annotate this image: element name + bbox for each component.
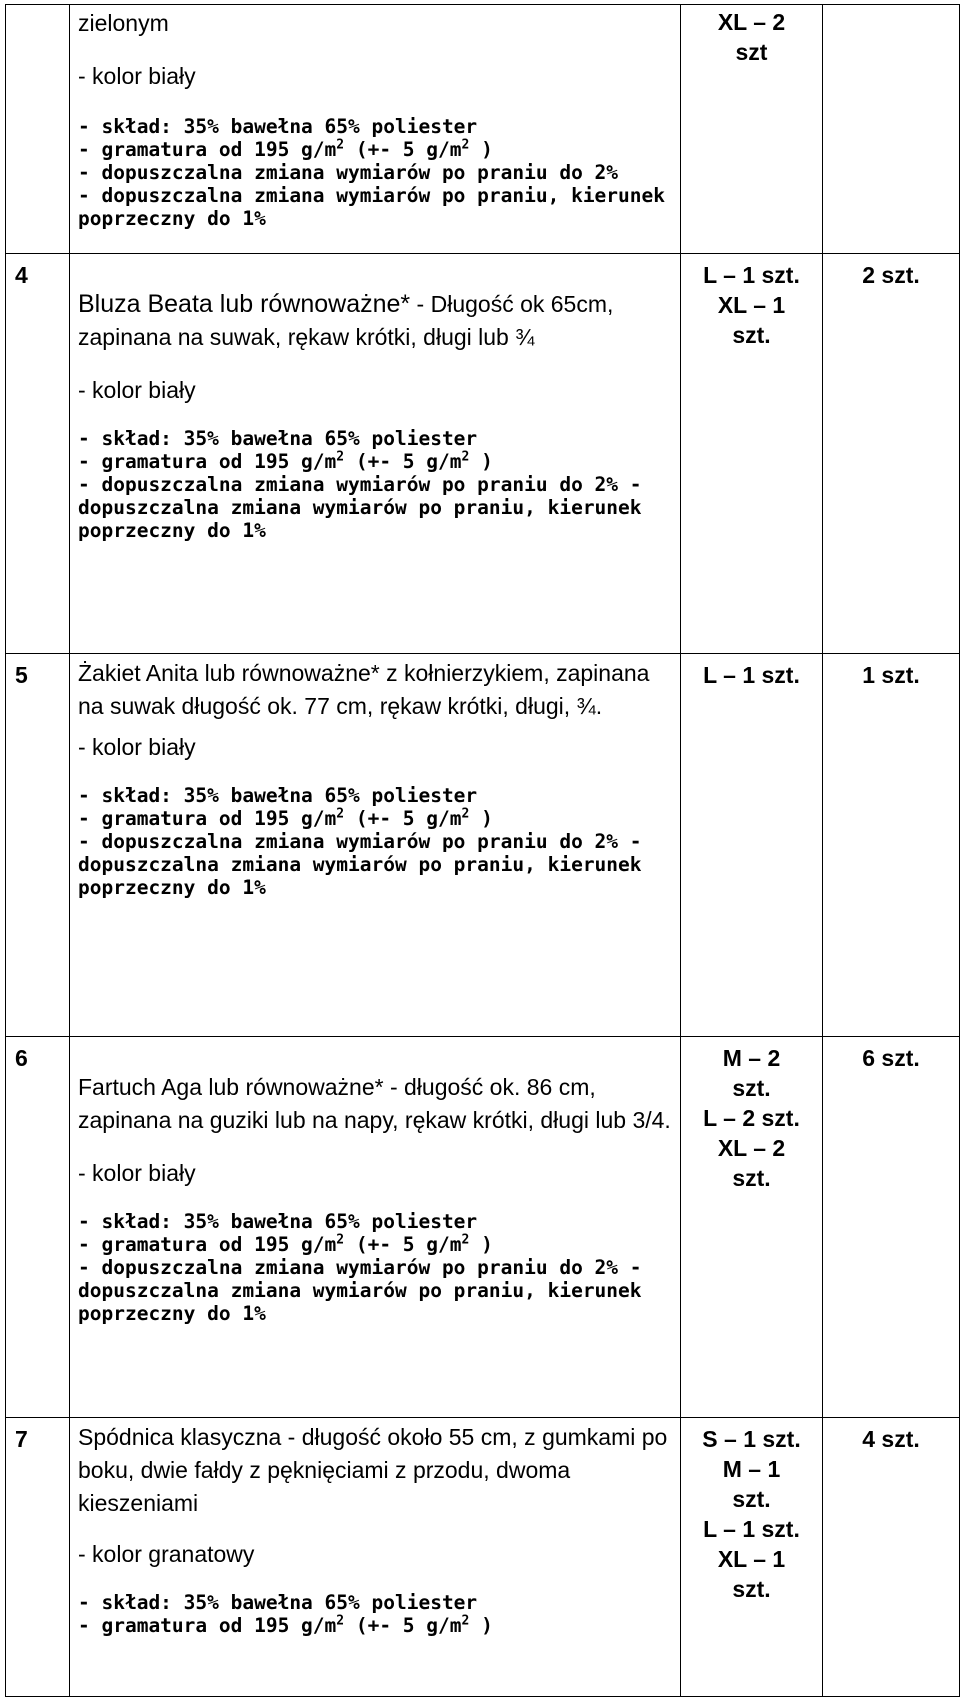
- total-quantity: 1 szt.: [823, 654, 960, 1037]
- item-title: Bluza Beata lub równoważne* - Długość ok 65cm, zapinana na suwak, rękaw krótki, długi lub ¾: [78, 290, 614, 350]
- size-line: XL – 2: [717, 9, 786, 35]
- color-line: - kolor biały: [78, 63, 196, 89]
- size-line: szt.: [732, 1165, 771, 1191]
- color-line: - kolor biały: [78, 734, 196, 760]
- size-line: szt: [735, 39, 768, 65]
- row-number: 7: [6, 1418, 70, 1697]
- specification-table: [5, 4, 960, 1697]
- table-row: [6, 5, 960, 254]
- total-quantity: 2 szt.: [823, 254, 960, 654]
- item-description: [70, 1037, 681, 1418]
- shrink-line: - dopuszczalna zmiana wymiarów po praniu do 2% - dopuszczalna zmiana wymiarów po praniu, kierunek poprzeczny do 1%: [78, 473, 654, 542]
- composition-line: - skład: 35% bawełna 65% poliester: [78, 784, 478, 807]
- item-title: Spódnica klasyczna - długość około 55 cm, z gumkami po boku, dwie fałdy z pęknięciami z przodu, dwoma kieszeniami: [78, 1424, 668, 1516]
- weight-line: - gramatura od 195 $g/m^2$ (+- 5 $g/m^2$ ): [78, 137, 493, 161]
- item-description: [70, 1418, 681, 1697]
- size-line: M – 1: [722, 1456, 781, 1482]
- item-description: [70, 5, 681, 254]
- size-line: L – 1 szt.: [703, 262, 800, 288]
- size-line: szt.: [732, 1576, 771, 1602]
- size-line: L – 1 szt.: [703, 1516, 800, 1542]
- size-breakdown: [681, 654, 823, 1037]
- shrink-line: - dopuszczalna zmiana wymiarów po praniu do 2% - dopuszczalna zmiana wymiarów po praniu, kierunek poprzeczny do 1%: [78, 1256, 654, 1325]
- color-line: - kolor granatowy: [78, 1541, 255, 1567]
- item-description: [70, 254, 681, 654]
- total-quantity: 6 szt.: [823, 1037, 960, 1418]
- size-breakdown: [681, 1037, 823, 1418]
- composition-line: - skład: 35% bawełna 65% poliester: [78, 1210, 478, 1233]
- weight-line: - gramatura od 195 $g/m^2$ (+- 5 $g/m^2$ ): [78, 1232, 493, 1256]
- item-title: Żakiet Anita lub równoważne* z kołnierzykiem, zapinana na suwak długość ok. 77 cm, rękaw krótki, długi, ¾.: [78, 660, 650, 719]
- shrink-line: - dopuszczalna zmiana wymiarów po praniu do 2% - dopuszczalna zmiana wymiarów po praniu, kierunek poprzeczny do 1%: [78, 830, 654, 899]
- size-line: szt.: [732, 1075, 771, 1101]
- color-line: - kolor biały: [78, 377, 196, 403]
- shrink-line: - dopuszczalna zmiana wymiarów po praniu do 2%: [78, 161, 619, 184]
- row-number: 4: [6, 254, 70, 654]
- composition-line: - skład: 35% bawełna 65% poliester: [78, 427, 478, 450]
- size-line: L – 2 szt.: [703, 1105, 800, 1131]
- composition-line: - skład: 35% bawełna 65% poliester: [78, 115, 478, 138]
- size-line: szt.: [732, 1486, 771, 1512]
- size-line: M – 2: [722, 1045, 781, 1071]
- total-quantity: 4 szt.: [823, 1418, 960, 1697]
- total-quantity: [823, 5, 960, 254]
- item-description: [70, 654, 681, 1037]
- color-line: - kolor biały: [78, 1160, 196, 1186]
- table-row: [6, 254, 960, 654]
- size-breakdown: [681, 1418, 823, 1697]
- size-line: S – 1 szt.: [702, 1426, 801, 1452]
- table-row: [6, 654, 960, 1037]
- size-line: XL – 1: [717, 1546, 786, 1572]
- weight-line: - gramatura od 195 $g/m^2$ (+- 5 $g/m^2$ ): [78, 449, 493, 473]
- table-row: [6, 1418, 960, 1697]
- weight-line: - gramatura od 195 $g/m^2$ (+- 5 $g/m^2$ ): [78, 806, 493, 830]
- size-breakdown: [681, 5, 823, 254]
- shrink-line: - dopuszczalna zmiana wymiarów po praniu, kierunek poprzeczny do 1%: [78, 184, 677, 230]
- row-number: 5: [6, 654, 70, 1037]
- size-breakdown: [681, 254, 823, 654]
- size-line: L – 1 szt.: [703, 662, 800, 688]
- size-line: XL – 2: [717, 1135, 786, 1161]
- table-row: [6, 1037, 960, 1418]
- weight-line: - gramatura od 195 $g/m^2$ (+- 5 $g/m^2$ ): [78, 1613, 493, 1637]
- row-number: [6, 5, 70, 254]
- item-title: Fartuch Aga lub równoważne* - długość ok. 86 cm, zapinana na guziki lub na napy, rękaw krótki, długi lub 3/4.: [78, 1074, 671, 1133]
- composition-line: - skład: 35% bawełna 65% poliester: [78, 1591, 478, 1614]
- size-line: XL – 1: [717, 292, 786, 318]
- row-number: 6: [6, 1037, 70, 1418]
- description-intro: zielonym: [78, 10, 169, 36]
- size-line: szt.: [732, 322, 771, 348]
